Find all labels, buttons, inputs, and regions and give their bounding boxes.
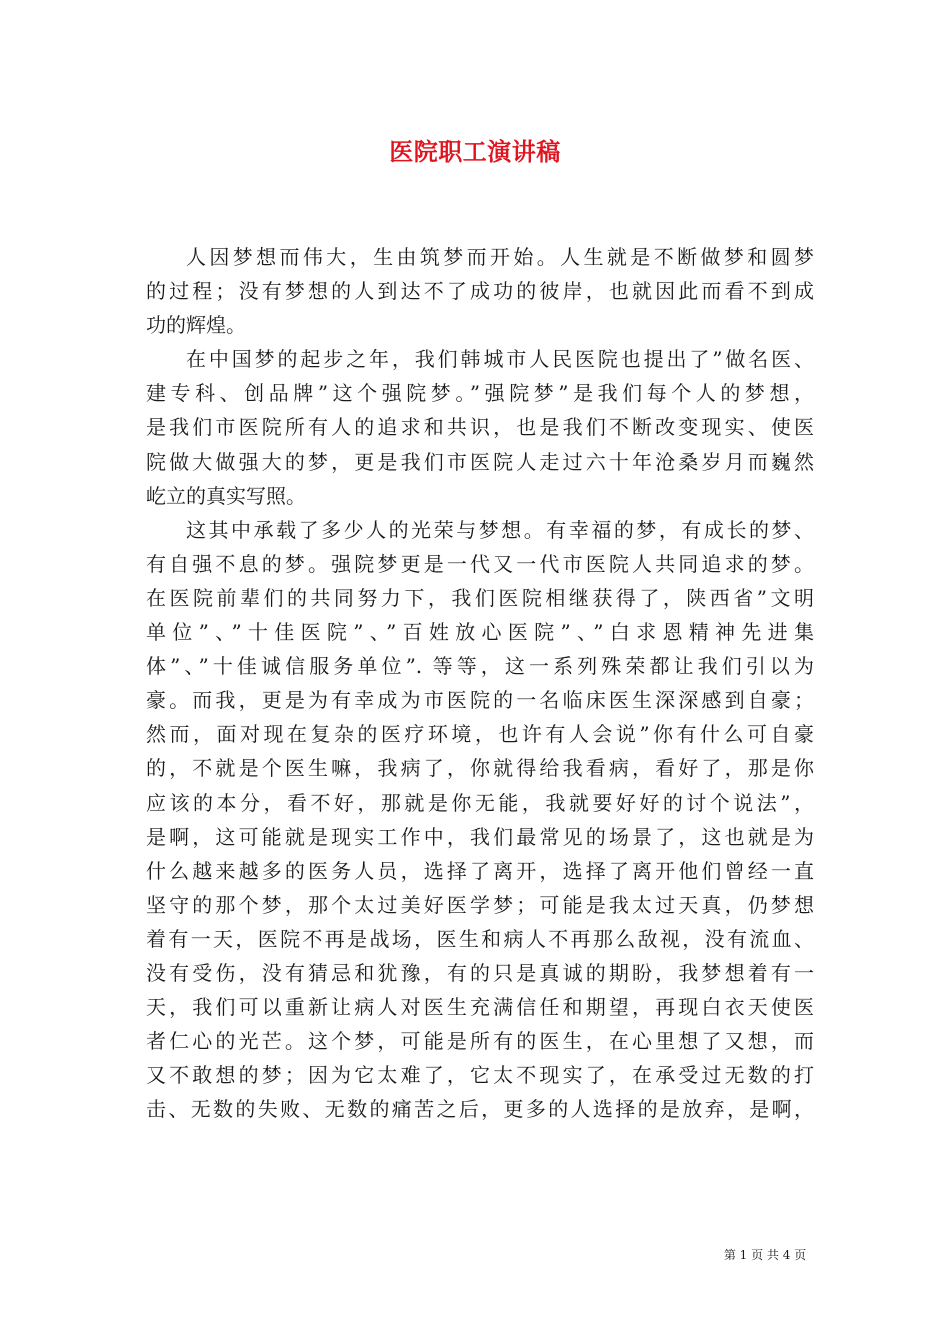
paragraph-3 (146, 513, 814, 1127)
text-line: 是啊，这可能就是现实工作中，我们最常见的场景了，这也就是为 (146, 824, 814, 849)
text-line: 人因梦想而伟大，生由筑梦而开始。人生就是不断做梦和圆梦 (186, 245, 814, 269)
text-line: 体”、”十佳诚信服务单位”. 等等，这一系列殊荣都让我们引以为 (146, 654, 814, 679)
page-number-footer: 第 1 页 共 4 页 (723, 1248, 807, 1262)
text-line: 是我们市医院所有人的追求和共识，也是我们不断改变现实、使医 (146, 415, 814, 440)
text-line: 有自强不息的梦。强院梦更是一代又一代市医院人共同追求的梦。 (146, 551, 814, 576)
text-line: 者仁心的光芒。这个梦，可能是所有的医生，在心里想了又想，而 (146, 1029, 814, 1054)
text-line: 院做大做强大的梦，更是我们市医院人走过六十年沧桑岁月而巍然 (146, 449, 814, 474)
text-line: 这其中承载了多少人的光荣与梦想。有幸福的梦，有成长的梦、 (186, 517, 814, 542)
text-line: 单位”、”十佳医院”、”百姓放心医院”、”白求恩精神先进集 (146, 620, 814, 645)
text-line: 没有受伤，没有猜忌和犹豫，有的只是真诚的期盼，我梦想着有一 (146, 960, 814, 985)
text-line: 什么越来越多的医务人员，选择了离开，选择了离开他们曾经一直 (146, 858, 814, 883)
text-line: 豪。而我，更是为有幸成为市医院的一名临床医生深深感到自豪； (146, 688, 814, 713)
text-line: 坚守的那个梦，那个太过美好医学梦；可能是我太过天真，仍梦想 (146, 892, 814, 917)
text-line: 在中国梦的起步之年，我们韩城市人民医院也提出了”做名医、 (186, 347, 814, 372)
document-title: 医院职工演讲稿 (389, 137, 561, 166)
paragraph-1 (146, 240, 814, 342)
text-line: 应该的本分，看不好，那就是你无能，我就要好好的讨个说法”， (146, 790, 814, 815)
text-line: 着有一天，医院不再是战场，医生和病人不再那么敌视，没有流血、 (146, 926, 814, 951)
text-line: 的过程；没有梦想的人到达不了成功的彼岸，也就因此而看不到成 (146, 279, 814, 304)
document-body (146, 240, 814, 1126)
text-line: 建专科、创品牌”这个强院梦。”强院梦”是我们每个人的梦想， (146, 381, 814, 406)
text-line: 击、无数的失败、无数的痛苦之后，更多的人选择的是放弃，是啊， (146, 1097, 814, 1122)
text-line: 的，不就是个医生嘛，我病了，你就得给我看病，看好了，那是你 (146, 756, 814, 781)
text-line: 屹立的真实写照。 (146, 483, 306, 508)
paragraph-2 (146, 342, 814, 512)
text-line: 然而，面对现在复杂的医疗环境，也许有人会说”你有什么可自豪 (146, 722, 814, 747)
text-line: 在医院前辈们的共同努力下，我们医院相继获得了，陕西省”文明 (146, 585, 814, 610)
text-line: 天，我们可以重新让病人对医生充满信任和期望，再现白衣天使医 (146, 995, 814, 1020)
text-line: 又不敢想的梦；因为它太难了，它太不现实了，在承受过无数的打 (146, 1063, 814, 1088)
text-line: 功的辉煌。 (146, 313, 246, 338)
